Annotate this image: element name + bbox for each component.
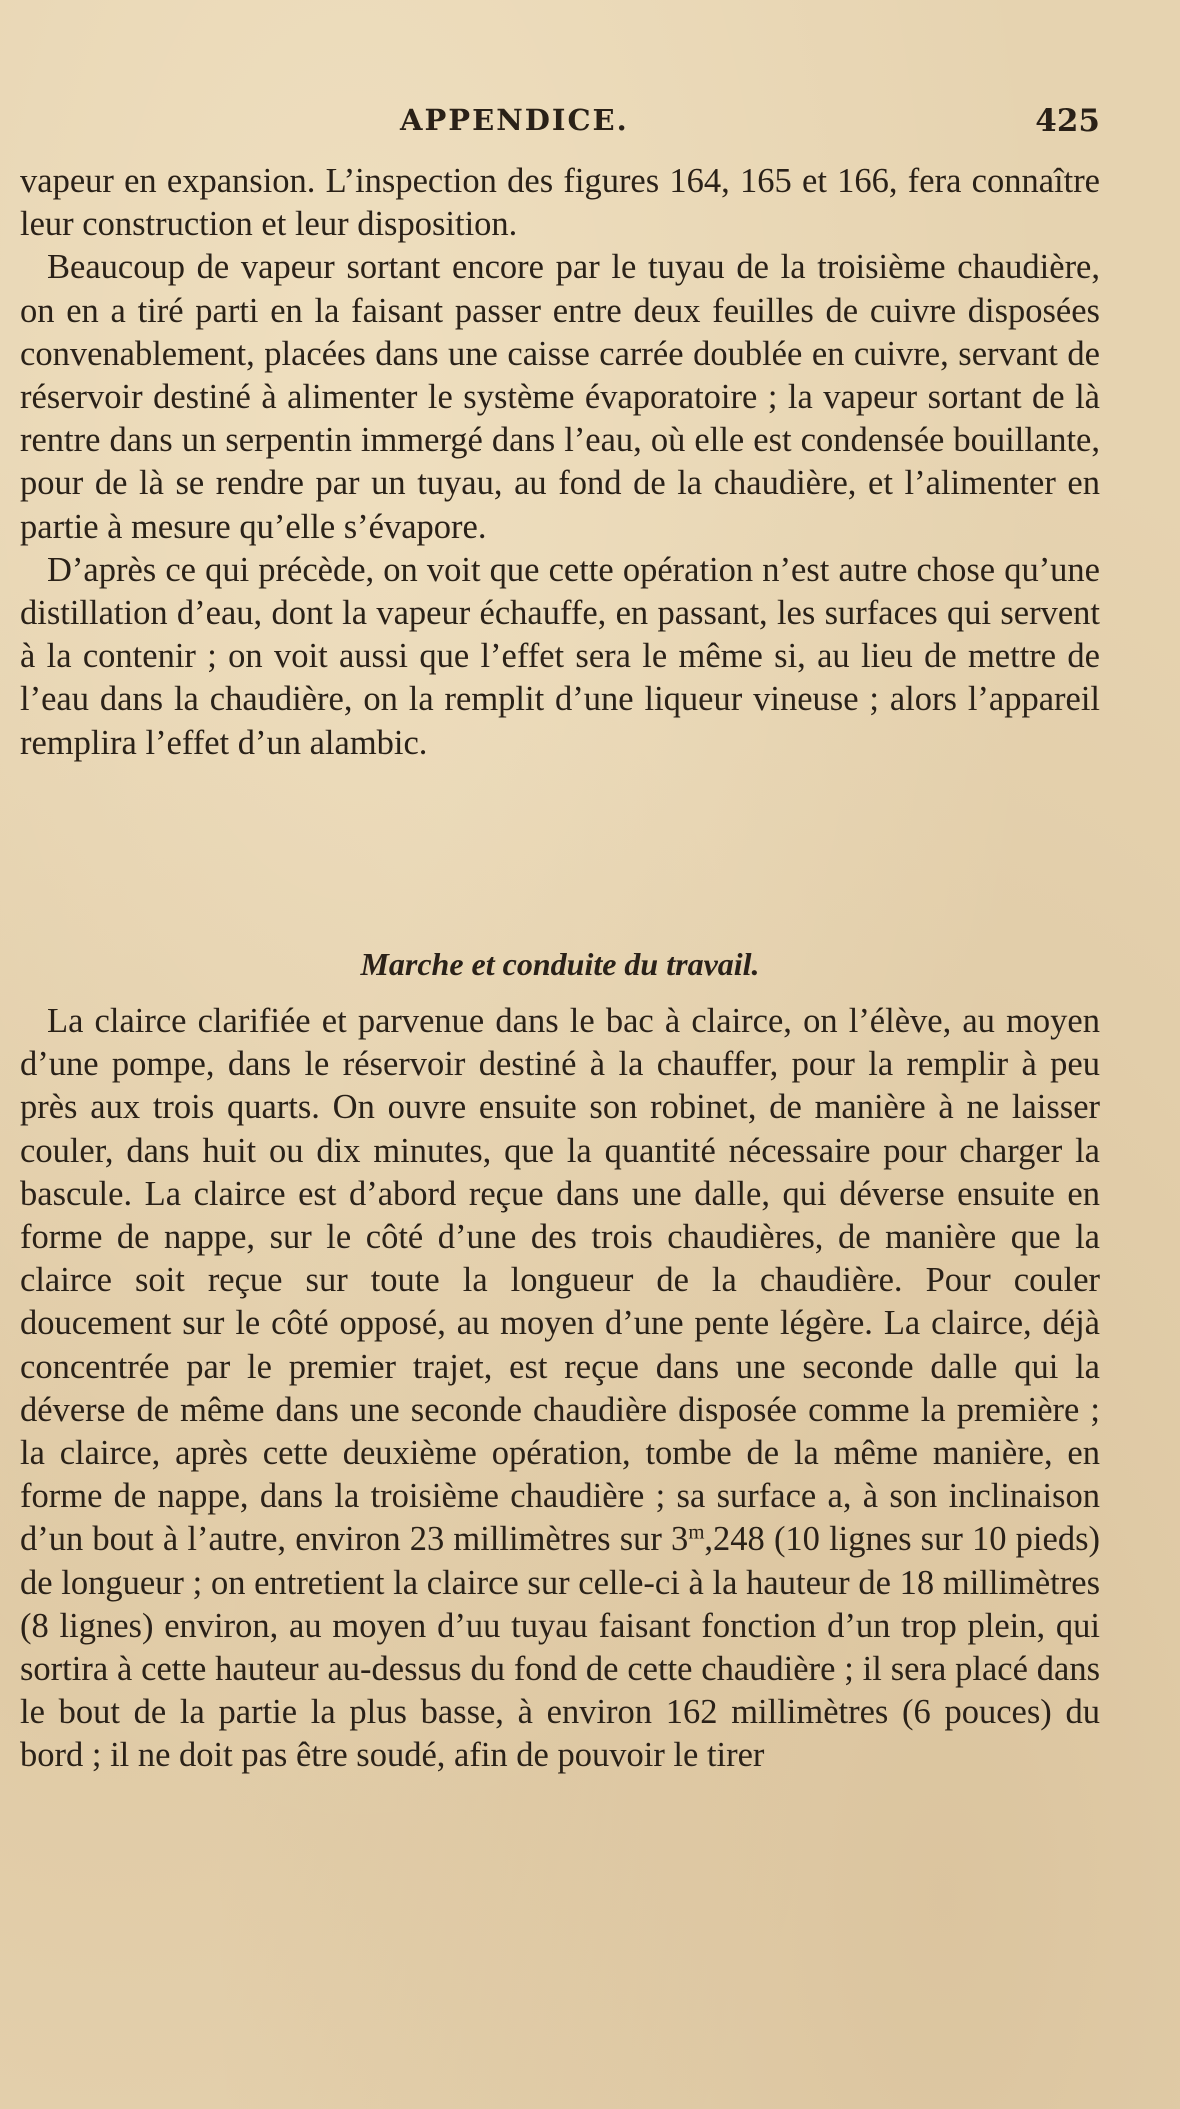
section-heading: Marche et conduite du travail. [360,946,760,982]
paragraph-marche-travail [20,1000,1100,1778]
paragraph-vapeur-reservoir: Beaucoup de vapeur sortant encore par le tuyau de la troisième chaudière, on en a tiré parti en la faisant passer entre deux feuilles de cuivre disposées convenablement, placées dans une caisse carrée doublée en cuivre, servant de réservoir destiné à alimenter le système évaporatoire ; la vapeur sortant de là rentre dans un serpentin immergé dans l’eau, où elle est condensée bouillante, pour de là se rendre par un tuyau, au fond de la chaudière, et l’alimenter en partie à mesure qu’elle s’évapore. [20,248,1100,546]
unit-superscript: m [688,1522,705,1545]
text-block-top [20,160,1100,765]
running-header [20,103,1100,143]
paragraph-text-a: La clairce clarifiée et parvenue dans le bac à clairce, on l’élève, au moyen d’une pompe, dans le réservoir destiné à la chauffer, pour la remplir à peu près aux trois quarts. On ouvre ensuite son robinet, de manière à ne laisser couler, dans huit ou dix minutes, que la quantité nécessaire pour charger la bascule. La clairce est d’abord reçue dans une dalle, qui déverse ensuite en forme de nappe, sur le côté d’une des trois chaudières, de manière que la clairce soit reçue sur toute la longueur de la chaudière. Pour couler doucement sur le côté opposé, au moyen d’une pente légère. La clairce, déjà concentrée par le premier trajet, est reçue dans une seconde dalle qui la déverse de même dans une seconde chaudière disposée comme la première ; la clairce, après cette deuxième opération, tombe de la même manière, en forme de nappe, dans la troisième chaudière ; sa surface a, à son inclinaison d’un bout à l’autre, environ 23 millimètres sur 3 [20,1002,1100,1559]
paragraph-distillation: D’après ce qui précède, on voit que cette opération n’est autre chose qu’une distillation d’eau, dont la vapeur échauffe, en passant, les surfaces qui servent à la contenir ; on voit aussi que l’effet sera le même si, au lieu de mettre de l’eau dans la chaudière, on la remplit d’une liqueur vineuse ; alors l’appareil remplira l’effet d’un alambic. [20,550,1100,762]
text-block-bottom [20,1000,1100,1778]
paragraph-text-b: ,248 (10 lignes sur 10 pieds) de longueur ; on entretient la clairce sur celle-ci à la hauteur de 18 millimètres (8 lignes) environ, au moyen d’uu tuyau faisant fonction d’un trop plein, qui sortira à cette hauteur au-dessus du fond de cette chaudière ; il sera placé dans le bout de la partie la plus basse, à environ 162 millimètres (6 pouces) du bord ; il ne doit pas être soudé, afin de pouvoir le tirer [20,1520,1100,1775]
paragraph-continuation: vapeur en expansion. L’inspection des figures 164, 165 et 166, fera connaître leur construction et leur disposition. [20,162,1100,244]
running-title: APPENDICE. [400,103,629,137]
page-number: 425 [1035,103,1100,139]
